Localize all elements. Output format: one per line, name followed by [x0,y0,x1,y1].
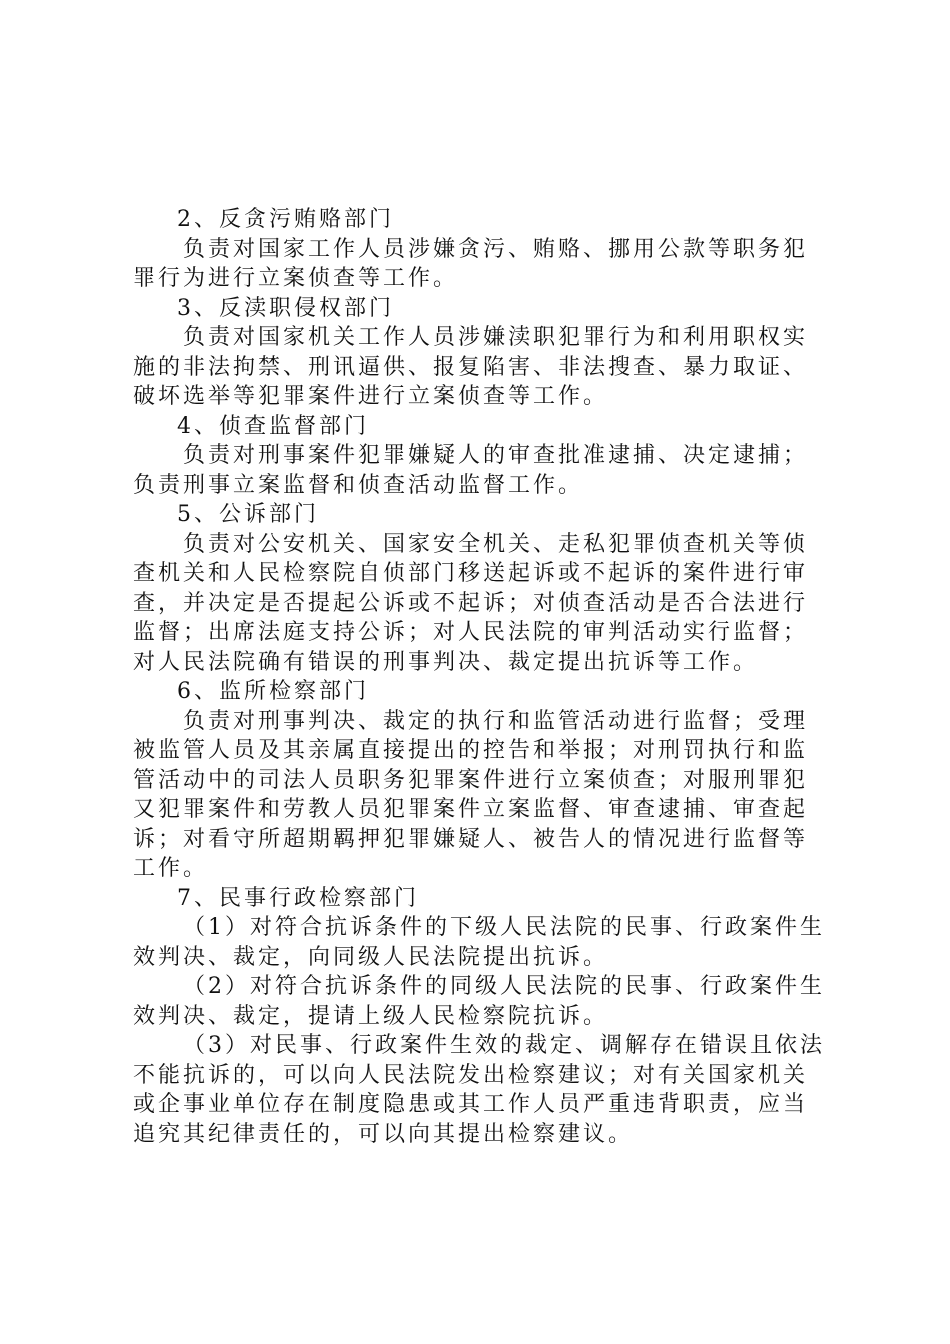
paragraph-line: 查，并决定是否提起公诉或不起诉；对侦查活动是否合法进行 [133,590,809,616]
paragraph-line: 查机关和人民检察院自侦部门移送起诉或不起诉的案件进行审 [133,561,809,586]
section-heading: 7、民事行政检察部门 [177,885,419,911]
paragraph-line: 追究其纪律责任的，可以向其提出检察建议。 [133,1121,634,1147]
paragraph-line: 或企事业单位存在制度隐患或其工作人员严重违背职责，应当 [133,1092,809,1117]
paragraph-line: 效判决、裁定，提请上级人民检察院抗诉。 [133,1003,609,1029]
paragraph-line: 不能抗诉的，可以向人民法院发出检察建议；对有关国家机关 [133,1062,809,1088]
section-heading: 5、公诉部门 [177,502,319,527]
paragraph-line: 诉；对看守所超期羁押犯罪嫌疑人、被告人的情况进行监督等 [133,826,809,852]
paragraph-line: 效判决、裁定，向同级人民法院提出抗诉。 [133,944,609,970]
paragraph-line: （1）对符合抗诉条件的下级人民法院的民事、行政案件生 [183,915,825,940]
paragraph-line: （3）对民事、行政案件生效的裁定、调解存在错误且依法 [183,1033,825,1058]
paragraph-line: 负责刑事立案监督和侦查活动监督工作。 [133,472,584,498]
section-heading: 2、反贪污贿赂部门 [177,207,394,232]
paragraph-line: 负责对国家机关工作人员涉嫌渎职犯罪行为和利用职权实 [183,325,809,350]
section-heading: 3、反渎职侵权部门 [177,295,394,321]
paragraph-line: 又犯罪案件和劳教人员犯罪案件立案监督、审查逮捕、审查起 [133,797,809,822]
paragraph-line: 施的非法拘禁、刑讯逼供、报复陷害、非法搜查、暴力取证、 [133,354,809,380]
paragraph-line: 负责对刑事判决、裁定的执行和监管活动进行监督；受理 [183,708,809,734]
section-heading: 4、侦查监督部门 [177,413,369,439]
paragraph-line: 被监管人员及其亲属直接提出的控告和举报；对刑罚执行和监 [133,738,809,763]
paragraph-line: 破坏选举等犯罪案件进行立案侦查等工作。 [133,384,609,409]
paragraph-line: 对人民法院确有错误的刑事判决、裁定提出抗诉等工作。 [133,649,759,675]
document-body [133,205,838,1149]
paragraph-line: 工作。 [133,856,209,881]
paragraph-line: 负责对公安机关、国家安全机关、走私犯罪侦查机关等侦 [183,531,809,557]
section-heading: 6、监所检察部门 [177,679,369,704]
paragraph-line: 管活动中的司法人员职务犯罪案件进行立案侦查；对服刑罪犯 [133,767,809,793]
paragraph-line: 监督；出席法庭支持公诉；对人民法院的审判活动实行监督； [133,620,809,645]
paragraph-line: 负责对刑事案件犯罪嫌疑人的审查批准逮捕、决定逮捕； [183,443,809,468]
paragraph-line: 负责对国家工作人员涉嫌贪污、贿赂、挪用公款等职务犯 [183,236,809,262]
paragraph-line: （2）对符合抗诉条件的同级人民法院的民事、行政案件生 [183,974,825,999]
paragraph-line: 罪行为进行立案侦查等工作。 [133,266,459,291]
